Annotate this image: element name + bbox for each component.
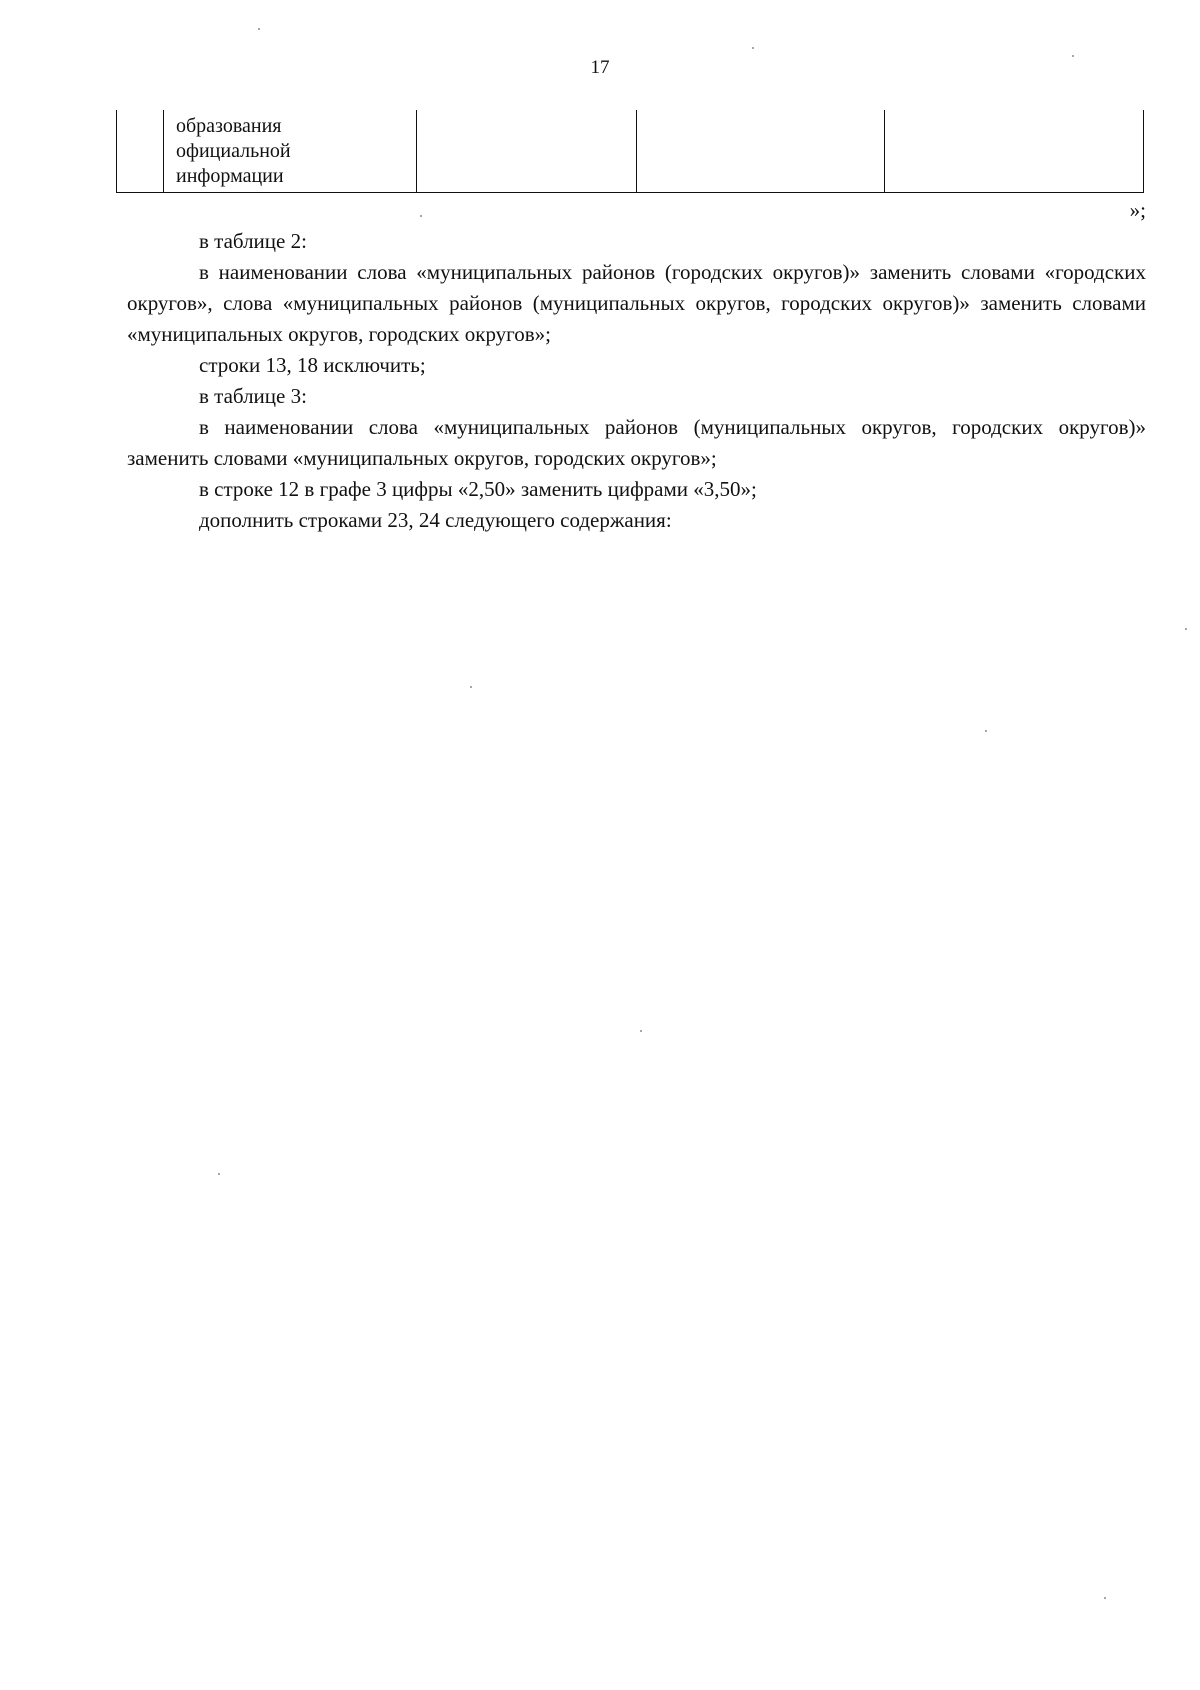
paragraph: в наименовании слова «муниципальных районов (муниципальных округов, городских округов)» заменить словами «муниципальных округов, городских округов»; [127,415,1146,470]
scan-speck [1185,628,1187,630]
amendment-text [127,226,1146,536]
scan-speck [470,686,472,688]
paragraph: в таблице 2: [199,229,307,253]
paragraph: строки 13, 18 исключить; [199,353,426,377]
scan-speck [218,1173,220,1175]
table-row [117,110,1144,193]
continued-table [116,110,1144,193]
paragraph: в строке 12 в графе 3 цифры «2,50» заменить цифрами «3,50»; [199,477,757,501]
table-cell-line: информации [176,165,284,187]
table-cell-name [164,110,417,193]
table-cell-line: официальной [176,140,291,162]
scan-speck [640,1030,642,1032]
scan-speck [258,28,260,30]
scan-speck [985,730,987,732]
table-cell-empty [417,110,637,193]
paragraph: в наименовании слова «муниципальных районов (городских округов)» заменить словами «городских округов», слова «муниципальных районов (муниципальных округов, городских округов)» заменить словами «муниципальных округов, городских округов»; [127,260,1146,346]
paragraph: в таблице 3: [199,384,307,408]
closing-quote: »; [1129,198,1146,222]
table-cell-text [164,110,416,189]
page-number: 17 [590,57,610,78]
table-cell-line: образования [176,115,282,137]
table-cell-number [117,110,164,193]
table-cell-empty [885,110,1144,193]
table-cell-empty [637,110,885,193]
scan-speck [752,47,754,49]
scan-speck [1072,55,1074,57]
scan-speck [420,215,422,217]
scan-speck [1104,1597,1106,1599]
paragraph: дополнить строками 23, 24 следующего содержания: [199,508,672,532]
